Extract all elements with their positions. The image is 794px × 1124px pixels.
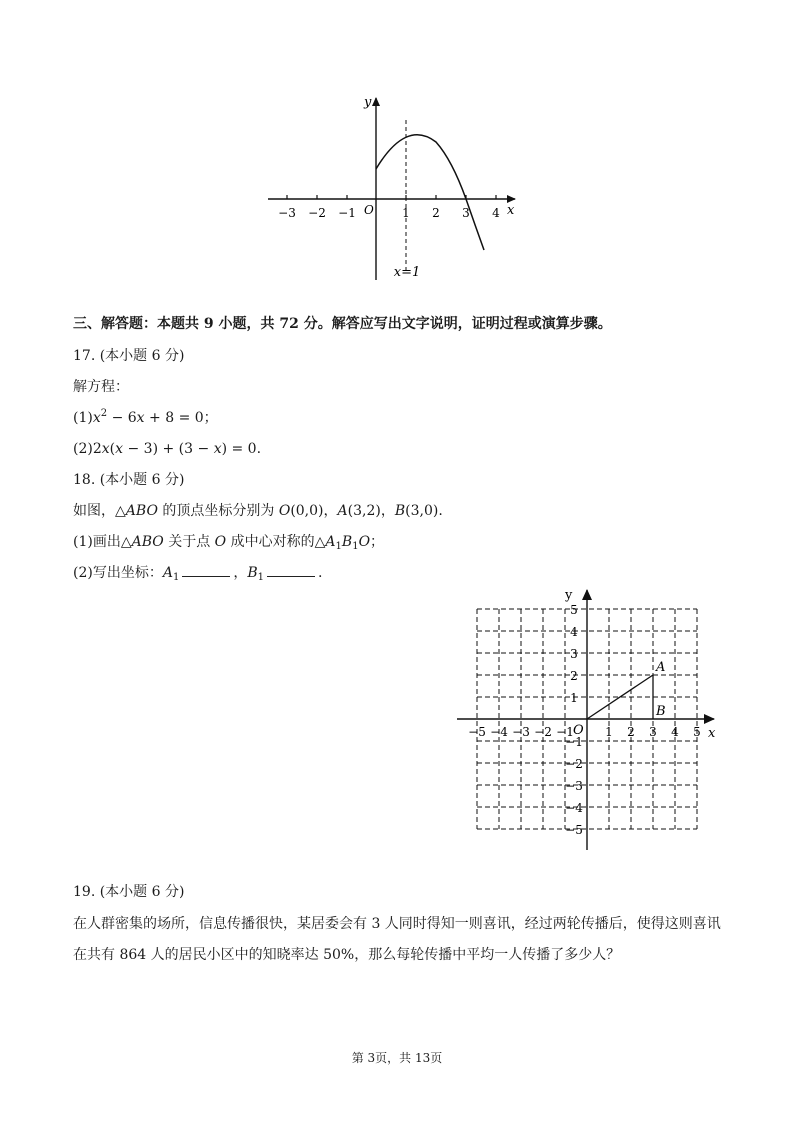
y-axis-label: y [364, 95, 372, 110]
section-heading: 三、解答题：本题共 9 小题，共 72 分。解答应写出文字说明，证明过程或演算步骤。 [73, 316, 612, 332]
y-tick-label: −5 [565, 823, 583, 837]
y-tick-label: −4 [565, 801, 583, 815]
q18-part1: (1)画出△ABO 关于点 O 成中心对称的$\triangle A_1B_1O$； [73, 534, 385, 552]
q18-title: 18. (本小题 6 分) [73, 472, 185, 488]
y-tick-label: 4 [570, 625, 578, 639]
q17-part2: (2)2x(x − 3) + (3 − x) = 0. [73, 441, 262, 457]
y-tick-label: 1 [570, 691, 578, 705]
x-tick-label: 4 [492, 206, 500, 220]
y-axis-label: y [565, 588, 573, 603]
q18-stem: 如图，△ABO 的顶点坐标分别为 O(0,0)，A(3,2)，B(3,0). [73, 503, 443, 519]
x-tick-label: −3 [278, 206, 296, 220]
q19-line1: 在人群密集的场所，信息传播很快，某居委会有 3 人同时得知一则喜讯，经过两轮传播后，使得这则喜讯 [73, 916, 721, 932]
parabola-curve [376, 135, 484, 250]
y-tick-label: −1 [565, 735, 583, 749]
x-tick-label: 4 [671, 725, 679, 739]
q17-title: 17. (本小题 6 分) [73, 348, 185, 364]
coordinate-grid-figure [452, 585, 722, 855]
y-tick-label: 5 [570, 603, 578, 617]
x-tick-label: 3 [462, 206, 470, 220]
x-axis-label: x [708, 726, 716, 741]
y-tick-label: −2 [565, 757, 583, 771]
q17-prompt: 解方程： [73, 379, 129, 395]
point-b-label: B [656, 704, 666, 719]
parabola-figure [260, 90, 530, 285]
x-tick-label: −3 [512, 725, 530, 739]
y-tick-label: 2 [570, 669, 578, 683]
answer-blank-a1[interactable] [182, 564, 230, 577]
segment-oa [587, 675, 653, 719]
x-tick-label: 1 [402, 206, 410, 220]
answer-blank-b1[interactable] [267, 564, 315, 577]
x-tick-label: 1 [605, 725, 613, 739]
q18-part2: (2)写出坐标：$A_1$ ，$B_1$ . [73, 565, 323, 583]
q17-part1: $(1)x^2 - 6x + 8 = 0$； [73, 408, 218, 426]
q19-title: 19. (本小题 6 分) [73, 884, 185, 900]
page-footer: 第 3页，共 13页 [351, 1051, 443, 1065]
line-label: x=1 [393, 265, 421, 280]
x-tick-label: 2 [432, 206, 440, 220]
x-tick-label: 2 [627, 725, 635, 739]
x-tick-label: −4 [490, 725, 508, 739]
x-tick-label: −1 [338, 206, 356, 220]
x-tick-label: −2 [534, 725, 552, 739]
origin-label: O [364, 203, 374, 217]
x-tick-label: 5 [693, 725, 701, 739]
y-tick-label: 3 [570, 647, 578, 661]
y-tick-label: −3 [565, 779, 583, 793]
point-a-label: A [656, 660, 666, 675]
x-tick-label: −5 [468, 725, 486, 739]
x-tick-label: 3 [649, 725, 657, 739]
x-axis-label: x [507, 203, 515, 218]
origin-label: O [573, 723, 584, 738]
x-tick-label: −1 [556, 725, 574, 739]
q19-line2: 在共有 864 人的居民小区中的知晓率达 50%，那么每轮传播中平均一人传播了多少人？ [73, 947, 621, 963]
x-tick-label: −2 [308, 206, 326, 220]
